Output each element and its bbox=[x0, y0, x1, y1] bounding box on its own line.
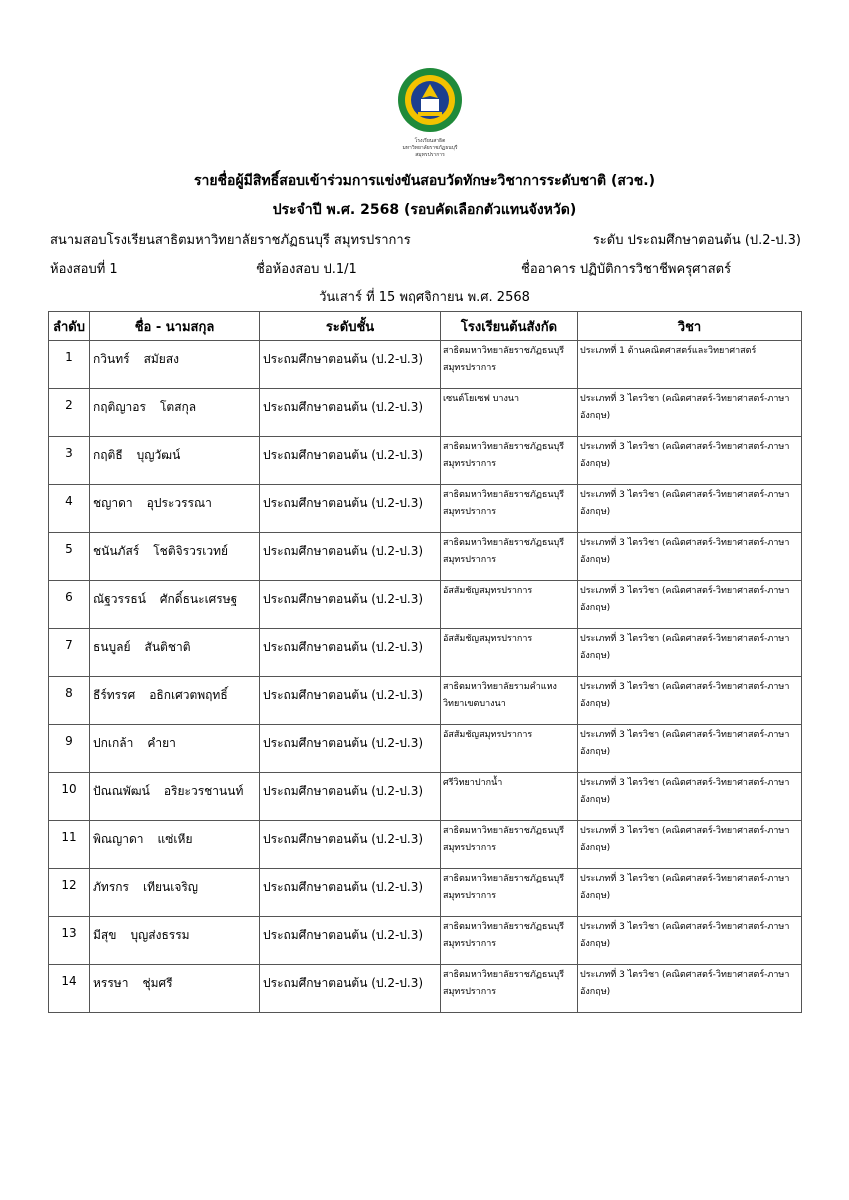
first-name: กฤติธี bbox=[93, 448, 123, 462]
grade-level: ประถมศึกษาตอนต้น (ป.2-ป.3) bbox=[260, 677, 441, 725]
level: ระดับ ประถมศึกษาตอนต้น (ป.2-ป.3) bbox=[592, 233, 801, 248]
last-name: อริยะวรชานนท์ bbox=[163, 784, 244, 798]
last-name: บุญส่งธรรม bbox=[130, 928, 190, 942]
first-name: ภัทรกร bbox=[93, 880, 129, 894]
first-name: ปัณณพัฒน์ bbox=[93, 784, 150, 798]
first-name: ชนันภัสร์ bbox=[93, 544, 140, 558]
candidate-table bbox=[48, 311, 802, 1013]
row-number: 4 bbox=[49, 485, 90, 533]
table-row bbox=[49, 389, 802, 437]
student-name bbox=[90, 821, 260, 869]
row-number: 8 bbox=[49, 677, 90, 725]
school-name: อัสสัมชัญสมุทรปราการ bbox=[441, 725, 578, 773]
row-number: 3 bbox=[49, 437, 90, 485]
grade-level: ประถมศึกษาตอนต้น (ป.2-ป.3) bbox=[260, 533, 441, 581]
col-header-school: โรงเรียนต้นสังกัด bbox=[441, 312, 578, 341]
subject: ประเภทที่ 3 ไตรวิชา (คณิตศาสตร์-วิทยาศาสตร์-ภาษาอังกฤษ) bbox=[578, 725, 802, 773]
row-number: 13 bbox=[49, 917, 90, 965]
table-row bbox=[49, 581, 802, 629]
title-line-1: รายชื่อผู้มีสิทธิ์สอบเข้าร่วมการแข่งขันสอบวัดทักษะวิชาการระดับชาติ (สวช.) bbox=[193, 173, 656, 189]
grade-level: ประถมศึกษาตอนต้น (ป.2-ป.3) bbox=[260, 773, 441, 821]
col-header-no: ลำดับ bbox=[49, 312, 90, 341]
student-name bbox=[90, 917, 260, 965]
venue: สนามสอบโรงเรียนสาธิตมหาวิทยาลัยราชภัฏธนบุรี สมุทรปราการ bbox=[50, 233, 411, 248]
first-name: ปกเกล้า bbox=[93, 736, 134, 750]
school-name: ศรีวิทยาปากน้ำ bbox=[441, 773, 578, 821]
school-name: สาธิตมหาวิทยาลัยราชภัฏธนบุรี สมุทรปราการ bbox=[441, 917, 578, 965]
row-number: 2 bbox=[49, 389, 90, 437]
school-name: สาธิตมหาวิทยาลัยราชภัฏธนบุรี สมุทรปราการ bbox=[441, 869, 578, 917]
last-name: อธิกเศวตพฤทธิ์ bbox=[149, 688, 228, 702]
student-name bbox=[90, 533, 260, 581]
grade-level: ประถมศึกษาตอนต้น (ป.2-ป.3) bbox=[260, 437, 441, 485]
student-name bbox=[90, 965, 260, 1013]
school-name: สาธิตมหาวิทยาลัยราชภัฏธนบุรี สมุทรปราการ bbox=[441, 437, 578, 485]
school-name: สาธิตมหาวิทยาลัยราชภัฏธนบุรี สมุทรปราการ bbox=[441, 341, 578, 389]
row-number: 12 bbox=[49, 869, 90, 917]
last-name: สันติชาติ bbox=[144, 640, 191, 654]
last-name: ชุ่มศรี bbox=[142, 976, 173, 990]
student-name bbox=[90, 869, 260, 917]
subject: ประเภทที่ 3 ไตรวิชา (คณิตศาสตร์-วิทยาศาสตร์-ภาษาอังกฤษ) bbox=[578, 533, 802, 581]
last-name: แซ่เหีย bbox=[157, 832, 193, 846]
table-row bbox=[49, 965, 802, 1013]
grade-level: ประถมศึกษาตอนต้น (ป.2-ป.3) bbox=[260, 869, 441, 917]
logo-text-3: สมุทรปราการ bbox=[415, 152, 445, 158]
student-name bbox=[90, 341, 260, 389]
student-name bbox=[90, 389, 260, 437]
table-row bbox=[49, 485, 802, 533]
subject: ประเภทที่ 3 ไตรวิชา (คณิตศาสตร์-วิทยาศาสตร์-ภาษาอังกฤษ) bbox=[578, 773, 802, 821]
col-header-level: ระดับชั้น bbox=[260, 312, 441, 341]
row-number: 5 bbox=[49, 533, 90, 581]
last-name: โชติจิรวรเวทย์ bbox=[153, 544, 229, 558]
school-logo bbox=[385, 62, 475, 162]
subject: ประเภทที่ 3 ไตรวิชา (คณิตศาสตร์-วิทยาศาสตร์-ภาษาอังกฤษ) bbox=[578, 581, 802, 629]
title-line-2: ประจำปี พ.ศ. 2568 (รอบคัดเลือกตัวแทนจังหวัด) bbox=[272, 202, 577, 218]
table-row bbox=[49, 341, 802, 389]
table-row bbox=[49, 917, 802, 965]
first-name: ชญาดา bbox=[93, 496, 133, 510]
room: ห้องสอบที่ 1 bbox=[50, 262, 118, 277]
school-name: อัสสัมชัญสมุทรปราการ bbox=[441, 629, 578, 677]
subject: ประเภทที่ 3 ไตรวิชา (คณิตศาสตร์-วิทยาศาสตร์-ภาษาอังกฤษ) bbox=[578, 677, 802, 725]
last-name: เทียนเจริญ bbox=[142, 880, 199, 894]
last-name: คำยา bbox=[147, 736, 176, 750]
row-number: 11 bbox=[49, 821, 90, 869]
logo-text-2: มหาวิทยาลัยราชภัฏธนบุรี bbox=[402, 145, 458, 151]
first-name: พิณญาดา bbox=[93, 832, 144, 846]
row-number: 1 bbox=[49, 341, 90, 389]
subject: ประเภทที่ 3 ไตรวิชา (คณิตศาสตร์-วิทยาศาสตร์-ภาษาอังกฤษ) bbox=[578, 437, 802, 485]
student-name bbox=[90, 773, 260, 821]
building: ชื่ออาคาร ปฏิบัติการวิชาชีพครุศาสตร์ bbox=[521, 262, 732, 277]
first-name: ธีร์ทรรศ bbox=[93, 688, 136, 702]
room-name: ชื่อห้องสอบ ป.1/1 bbox=[256, 262, 357, 277]
student-name bbox=[90, 725, 260, 773]
last-name: บุญวัฒน์ bbox=[136, 448, 181, 462]
first-name: กฤติญาอร bbox=[93, 400, 146, 414]
last-name: อุประวรรณา bbox=[146, 496, 212, 510]
first-name: ธนบูลย์ bbox=[93, 640, 131, 654]
student-name bbox=[90, 437, 260, 485]
row-number: 7 bbox=[49, 629, 90, 677]
grade-level: ประถมศึกษาตอนต้น (ป.2-ป.3) bbox=[260, 965, 441, 1013]
row-number: 14 bbox=[49, 965, 90, 1013]
student-name bbox=[90, 629, 260, 677]
subject: ประเภทที่ 3 ไตรวิชา (คณิตศาสตร์-วิทยาศาสตร์-ภาษาอังกฤษ) bbox=[578, 485, 802, 533]
first-name: มีสุข bbox=[93, 928, 117, 942]
row-number: 9 bbox=[49, 725, 90, 773]
subject: ประเภทที่ 3 ไตรวิชา (คณิตศาสตร์-วิทยาศาสตร์-ภาษาอังกฤษ) bbox=[578, 917, 802, 965]
row-number: 10 bbox=[49, 773, 90, 821]
first-name: หรรษา bbox=[93, 976, 129, 990]
exam-date: วันเสาร์ ที่ 15 พฤศจิกายน พ.ศ. 2568 bbox=[319, 290, 530, 305]
subject: ประเภทที่ 3 ไตรวิชา (คณิตศาสตร์-วิทยาศาสตร์-ภาษาอังกฤษ) bbox=[578, 629, 802, 677]
last-name: ศักดิ์ธนะเศรษฐ bbox=[159, 592, 238, 606]
school-name: สาธิตมหาวิทยาลัยราชภัฏธนบุรี สมุทรปราการ bbox=[441, 821, 578, 869]
subject: ประเภทที่ 3 ไตรวิชา (คณิตศาสตร์-วิทยาศาสตร์-ภาษาอังกฤษ) bbox=[578, 821, 802, 869]
subject: ประเภทที่ 3 ไตรวิชา (คณิตศาสตร์-วิทยาศาสตร์-ภาษาอังกฤษ) bbox=[578, 869, 802, 917]
school-name: เซนต์โยเซฟ บางนา bbox=[441, 389, 578, 437]
table-row bbox=[49, 821, 802, 869]
school-name: สาธิตมหาวิทยาลัยราชภัฏธนบุรี สมุทรปราการ bbox=[441, 965, 578, 1013]
last-name: สมัยสง bbox=[143, 352, 180, 366]
logo-text-1: โรงเรียนสาธิต bbox=[414, 138, 446, 144]
last-name: โตสกุล bbox=[159, 400, 197, 414]
first-name: กวินทร์ bbox=[93, 352, 130, 366]
grade-level: ประถมศึกษาตอนต้น (ป.2-ป.3) bbox=[260, 341, 441, 389]
subject: ประเภทที่ 3 ไตรวิชา (คณิตศาสตร์-วิทยาศาสตร์-ภาษาอังกฤษ) bbox=[578, 389, 802, 437]
col-header-name: ชื่อ - นามสกุล bbox=[90, 312, 260, 341]
grade-level: ประถมศึกษาตอนต้น (ป.2-ป.3) bbox=[260, 485, 441, 533]
table-header bbox=[49, 312, 802, 341]
table-row bbox=[49, 533, 802, 581]
grade-level: ประถมศึกษาตอนต้น (ป.2-ป.3) bbox=[260, 725, 441, 773]
table-row bbox=[49, 869, 802, 917]
table-row bbox=[49, 677, 802, 725]
table-row bbox=[49, 773, 802, 821]
grade-level: ประถมศึกษาตอนต้น (ป.2-ป.3) bbox=[260, 917, 441, 965]
first-name: ณัฐวรรธน์ bbox=[93, 592, 146, 606]
student-name bbox=[90, 677, 260, 725]
school-name: อัสสัมชัญสมุทรปราการ bbox=[441, 581, 578, 629]
table-row bbox=[49, 725, 802, 773]
table-row bbox=[49, 629, 802, 677]
school-name: สาธิตมหาวิทยาลัยราชภัฏธนบุรี สมุทรปราการ bbox=[441, 533, 578, 581]
grade-level: ประถมศึกษาตอนต้น (ป.2-ป.3) bbox=[260, 389, 441, 437]
student-name bbox=[90, 485, 260, 533]
row-number: 6 bbox=[49, 581, 90, 629]
table-row bbox=[49, 437, 802, 485]
student-name bbox=[90, 581, 260, 629]
grade-level: ประถมศึกษาตอนต้น (ป.2-ป.3) bbox=[260, 821, 441, 869]
subject: ประเภทที่ 1 ด้านคณิตศาสตร์และวิทยาศาสตร์ bbox=[578, 341, 802, 389]
col-header-subject: วิชา bbox=[578, 312, 802, 341]
grade-level: ประถมศึกษาตอนต้น (ป.2-ป.3) bbox=[260, 581, 441, 629]
school-name: สาธิตมหาวิทยาลัยราชภัฏธนบุรี สมุทรปราการ bbox=[441, 485, 578, 533]
school-name: สาธิตมหาวิทยาลัยรามคำแหง วิทยาเขตบางนา bbox=[441, 677, 578, 725]
grade-level: ประถมศึกษาตอนต้น (ป.2-ป.3) bbox=[260, 629, 441, 677]
school-emblem-icon bbox=[385, 62, 475, 162]
subject: ประเภทที่ 3 ไตรวิชา (คณิตศาสตร์-วิทยาศาสตร์-ภาษาอังกฤษ) bbox=[578, 965, 802, 1013]
